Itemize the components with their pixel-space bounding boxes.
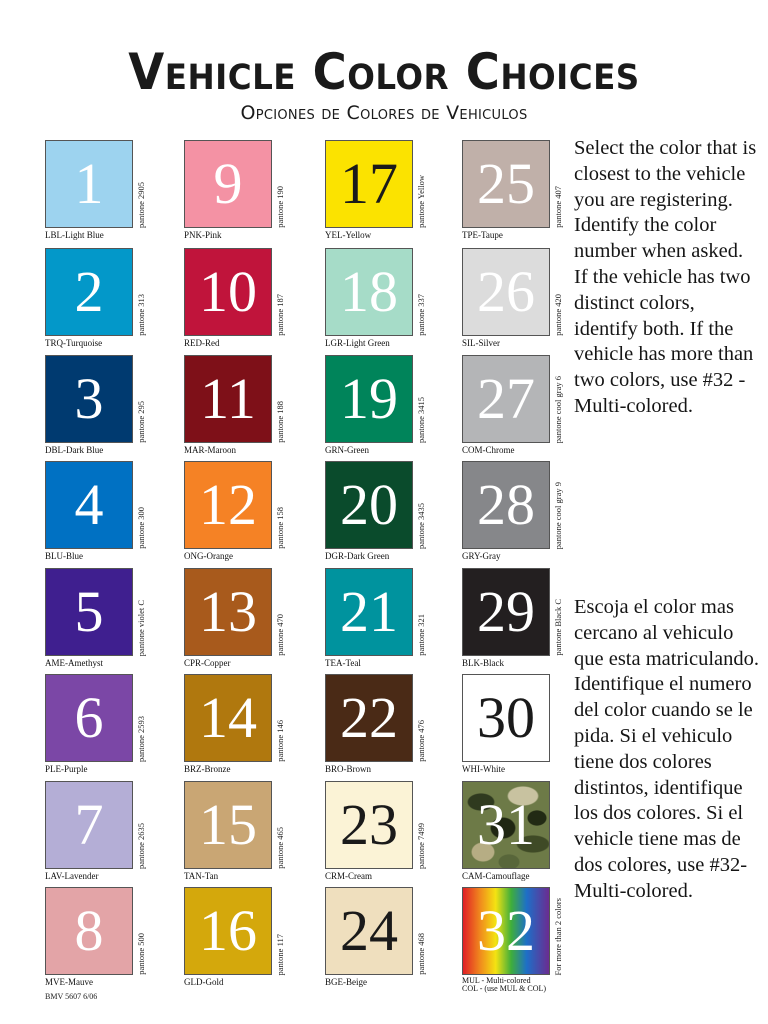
swatch-box	[325, 355, 413, 443]
color-swatch-17	[325, 140, 450, 246]
instructions-english: Select the color that is closest to the vehicle you are registering. Identify the color number when asked. If the vehicle has two distinct colors, identify both. If the vehicle has more than two colors, use #32 - Multi-colored.	[574, 137, 757, 417]
color-swatch-18	[325, 248, 450, 354]
swatch-number: 18	[340, 259, 398, 324]
swatch-caption: DGR-Dark Green	[325, 551, 390, 561]
swatch-box	[45, 674, 133, 762]
swatch-box	[462, 461, 550, 549]
color-swatch-3	[45, 355, 170, 461]
swatch-number: 15	[199, 792, 257, 857]
color-swatch-20	[325, 461, 450, 567]
swatch-number: 8	[74, 898, 104, 963]
pantone-label: pantone 407	[553, 186, 563, 228]
swatch-caption: MVE-Mauve	[45, 977, 93, 987]
swatch-number: 23	[340, 792, 398, 857]
swatch-caption: PNK-Pink	[184, 230, 222, 240]
color-swatch-8	[45, 887, 170, 993]
pantone-label: pantone 7499	[416, 822, 426, 869]
pantone-label: pantone 337	[416, 294, 426, 336]
swatch-caption: LGR-Light Green	[325, 338, 390, 348]
pantone-label: pantone 190	[275, 186, 285, 228]
pantone-label: pantone cool gray 6	[553, 375, 563, 443]
swatch-box	[325, 781, 413, 869]
pantone-label: pantone 321	[416, 614, 426, 656]
swatch-box	[325, 248, 413, 336]
color-swatch-6	[45, 674, 170, 780]
swatch-number: 10	[199, 259, 257, 324]
color-swatch-25	[462, 140, 587, 246]
page-subtitle: Opciones de Colores de Vehiculos	[240, 102, 528, 124]
swatch-box	[325, 674, 413, 762]
swatch-caption: TRQ-Turquoise	[45, 338, 103, 348]
pantone-label: pantone 476	[416, 720, 426, 762]
pantone-label: For more than 2 colors	[553, 897, 563, 975]
swatch-number: 28	[477, 472, 535, 537]
swatch-number: 1	[74, 151, 104, 216]
swatch-box	[184, 248, 272, 336]
pantone-label: pantone cool gray 9	[553, 481, 563, 549]
swatch-box	[462, 355, 550, 443]
color-swatch-24	[325, 887, 450, 993]
swatch-box	[462, 781, 550, 869]
pantone-label: pantone 468	[416, 933, 426, 975]
swatch-caption: GRY-Gray	[462, 551, 501, 561]
swatch-box	[184, 140, 272, 228]
swatch-number: 5	[74, 579, 104, 644]
swatch-caption: DBL-Dark Blue	[45, 445, 104, 455]
pantone-label: pantone 420	[553, 294, 563, 336]
swatch-box	[45, 568, 133, 656]
swatch-number: 25	[477, 151, 535, 216]
swatch-caption: CAM-Camouflage	[462, 871, 530, 881]
color-swatch-23	[325, 781, 450, 887]
page-title: Vehicle Color Choices	[128, 43, 640, 101]
swatch-caption: SIL-Silver	[462, 338, 500, 348]
swatch-caption: BRO-Brown	[325, 764, 372, 774]
color-swatch-22	[325, 674, 450, 780]
color-swatch-7	[45, 781, 170, 887]
swatch-number: 6	[74, 685, 104, 750]
swatch-box	[45, 248, 133, 336]
pantone-label: pantone 2635	[136, 822, 146, 869]
pantone-label: pantone 188	[275, 401, 285, 443]
swatch-box	[184, 568, 272, 656]
swatch-number: 32	[477, 898, 535, 963]
pantone-label: pantone 2593	[136, 715, 146, 762]
swatch-caption: MAR-Maroon	[184, 445, 236, 455]
swatch-number: 14	[199, 685, 257, 750]
swatch-box	[325, 461, 413, 549]
swatch-number: 7	[74, 792, 104, 857]
swatch-caption: YEL-Yellow	[325, 230, 372, 240]
swatch-number: 16	[199, 898, 257, 963]
pantone-label: pantone 117	[275, 933, 285, 975]
color-swatch-5	[45, 568, 170, 674]
color-swatch-27	[462, 355, 587, 461]
swatch-caption: GRN-Green	[325, 445, 369, 455]
swatch-box	[462, 140, 550, 228]
swatch-box	[45, 355, 133, 443]
color-swatch-28	[462, 461, 587, 567]
instructions-spanish: Escoja el color mas cercano al vehiculo que esta matriculando. Identifique el numero del color cuando se le pida. Si el vehiculo tiene dos colores distintos, identifique los dos colores. Si el vehicle tiene mas de dos colores, use #32- Multi-colored.	[574, 596, 760, 902]
color-swatch-12	[184, 461, 309, 567]
swatch-box	[184, 355, 272, 443]
swatch-box	[45, 140, 133, 228]
color-swatch-10	[184, 248, 309, 354]
color-swatch-9	[184, 140, 309, 246]
swatch-box	[325, 887, 413, 975]
swatch-caption: ONG-Orange	[184, 551, 233, 561]
swatch-box	[184, 781, 272, 869]
color-swatch-30	[462, 674, 587, 780]
pantone-label: pantone Black C	[553, 599, 563, 656]
color-swatch-14	[184, 674, 309, 780]
swatch-box	[462, 887, 550, 975]
swatch-box	[184, 887, 272, 975]
swatch-number: 31	[477, 792, 535, 857]
swatch-box	[45, 461, 133, 549]
color-swatch-16	[184, 887, 309, 993]
swatch-number: 13	[199, 579, 257, 644]
pantone-label: pantone 2905	[136, 181, 146, 228]
swatch-box	[45, 781, 133, 869]
swatch-caption: CPR-Copper	[184, 658, 231, 668]
color-swatch-26	[462, 248, 587, 354]
swatch-caption: LBL-Light Blue	[45, 230, 104, 240]
color-swatch-15	[184, 781, 309, 887]
swatch-box	[45, 887, 133, 975]
swatch-caption: AME-Amethyst	[45, 658, 103, 668]
color-swatch-2	[45, 248, 170, 354]
swatch-number: 30	[477, 685, 535, 750]
color-swatch-21	[325, 568, 450, 674]
pantone-label: pantone 3435	[416, 502, 426, 549]
swatch-box	[325, 140, 413, 228]
color-swatch-11	[184, 355, 309, 461]
pantone-label: pantone 313	[136, 294, 146, 336]
swatch-caption: TEA-Teal	[325, 658, 361, 668]
swatch-caption: BRZ-Bronze	[184, 764, 231, 774]
swatch-caption: BLU-Blue	[45, 551, 83, 561]
swatch-caption: CRM-Cream	[325, 871, 372, 881]
swatch-number: 24	[340, 898, 398, 963]
swatch-caption: COM-Chrome	[462, 445, 515, 455]
form-id: BMV 5607 6/06	[45, 992, 98, 1001]
color-swatch-29	[462, 568, 587, 674]
swatch-number: 11	[200, 366, 256, 431]
swatch-box	[462, 568, 550, 656]
swatch-caption: RED-Red	[184, 338, 220, 348]
swatch-number: 3	[74, 366, 104, 431]
pantone-label: pantone Yellow	[416, 175, 426, 228]
swatch-caption: BLK-Black	[462, 658, 504, 668]
swatch-number: 26	[477, 259, 535, 324]
pantone-label: pantone 3415	[416, 396, 426, 443]
swatch-number: 20	[340, 472, 398, 537]
swatch-number: 17	[340, 151, 398, 216]
pantone-label: pantone 470	[275, 614, 285, 656]
pantone-label: pantone 146	[275, 720, 285, 762]
color-swatch-32	[462, 887, 587, 993]
swatch-number: 2	[74, 259, 104, 324]
pantone-label: pantone 300	[136, 507, 146, 549]
color-swatch-13	[184, 568, 309, 674]
pantone-label: pantone 295	[136, 401, 146, 443]
swatch-caption: BGE-Beige	[325, 977, 367, 987]
swatch-caption: PLE-Purple	[45, 764, 88, 774]
swatch-number: 4	[74, 472, 104, 537]
swatch-number: 9	[213, 151, 243, 216]
swatch-caption: TAN-Tan	[184, 871, 219, 881]
swatch-box	[462, 248, 550, 336]
swatch-number: 19	[340, 366, 398, 431]
swatch-number: 29	[477, 579, 535, 644]
color-swatch-1	[45, 140, 170, 246]
swatch-box	[325, 568, 413, 656]
swatch-box	[184, 461, 272, 549]
swatch-number: 12	[199, 472, 257, 537]
swatch-caption: MUL - Multi-colored COL - (use MUL & COL)	[462, 976, 547, 993]
color-swatch-4	[45, 461, 170, 567]
swatch-box	[462, 674, 550, 762]
swatch-number: 21	[340, 579, 398, 644]
swatch-box	[184, 674, 272, 762]
color-swatch-19	[325, 355, 450, 461]
swatch-caption: LAV-Lavender	[45, 871, 99, 881]
swatch-caption: GLD-Gold	[184, 977, 224, 987]
swatch-caption: TPE-Taupe	[462, 230, 503, 240]
pantone-label: pantone violet C	[136, 599, 146, 656]
swatch-number: 22	[340, 685, 398, 750]
swatch-number: 27	[477, 366, 535, 431]
pantone-label: pantone 500	[136, 933, 146, 975]
pantone-label: pantone 465	[275, 827, 285, 869]
pantone-label: pantone 158	[275, 507, 285, 549]
pantone-label: pantone 187	[275, 294, 285, 336]
swatch-caption: WHI-White	[462, 764, 505, 774]
color-swatch-31	[462, 781, 587, 887]
